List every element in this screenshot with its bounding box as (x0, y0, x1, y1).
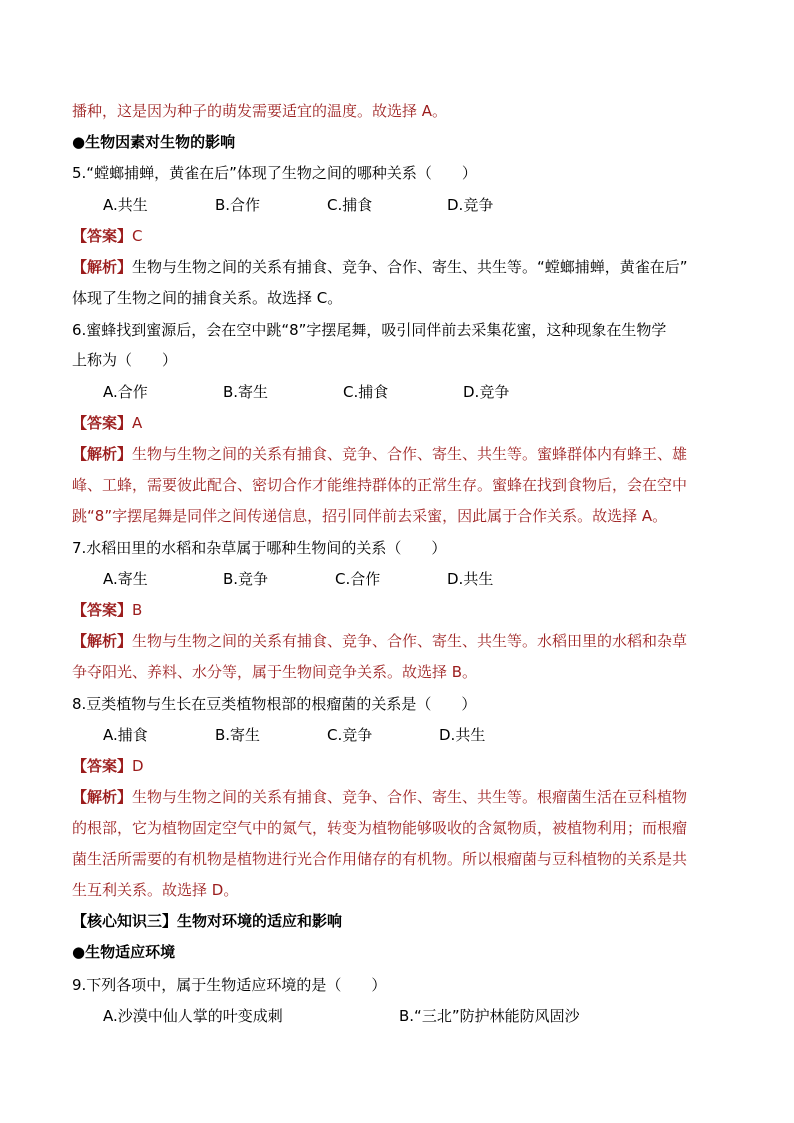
option-b: B.“三北”防护林能防风固沙 (399, 1007, 580, 1025)
question-5-answer (72, 226, 727, 246)
analysis-label: 【解析】 (72, 788, 133, 806)
answer-value: C (132, 227, 143, 245)
answer-value: A (132, 414, 143, 432)
question-7-analysis-line-1 (72, 631, 727, 651)
analysis-label: 【解析】 (72, 632, 133, 650)
option-d: D.共生 (439, 726, 486, 744)
option-c: C.竞争 (327, 726, 373, 744)
question-6-analysis-line-2: 峰、工蜂，需要彼此配合、密切合作才能维持群体的正常生存。蜜蜂在找到食物后，会在空中 (72, 476, 688, 494)
question-5-analysis-line-1 (72, 257, 727, 277)
option-b: B.寄生 (215, 726, 261, 744)
option-c: C.捕食 (343, 383, 389, 401)
option-b: B.竞争 (223, 570, 269, 588)
analysis-label: 【解析】 (72, 445, 133, 463)
section-heading-adaptation: ●生物适应环境 (72, 943, 176, 961)
analysis-text: 生物与生物之间的关系有捕食、竞争、合作、寄生、共生等。“螳螂捕蝉，黄雀在后” (132, 258, 688, 276)
analysis-label: 【解析】 (72, 258, 133, 276)
option-b: B.合作 (215, 196, 261, 214)
question-6-stem-line-1: 6.蜜蜂找到蜜源后，会在空中跳“8”字摆尾舞，吸引同伴前去采集花蜜，这种现象在生物学 (72, 321, 667, 339)
question-8-analysis-line-4: 生互利关系。故选择 D。 (72, 881, 239, 899)
question-6-answer (72, 413, 727, 433)
question-8-stem: 8.豆类植物与生长在豆类植物根部的根瘤菌的关系是（ ） (72, 695, 477, 713)
option-c: C.捕食 (327, 196, 373, 214)
question-7-analysis-line-2: 争夺阳光、养料、水分等，属于生物间竞争关系。故选择 B。 (72, 663, 478, 681)
core-knowledge-3-heading: 【核心知识三】生物对环境的适应和影响 (72, 912, 343, 930)
option-b: B.寄生 (223, 383, 269, 401)
option-c: C.合作 (335, 570, 381, 588)
question-8-analysis-line-2: 的根部，它为植物固定空气中的氮气，转变为植物能够吸收的含氮物质，被植物利用；而根瘤 (72, 819, 688, 837)
section-heading-biotic-factors: ●生物因素对生物的影响 (72, 133, 236, 151)
question-7-stem: 7.水稻田里的水稻和杂草属于哪种生物间的关系（ ） (72, 539, 447, 557)
analysis-continuation: 播种，这是因为种子的萌发需要适宜的温度。故选择 A。 (72, 102, 448, 120)
question-6-analysis-line-1 (72, 444, 727, 464)
option-d: D.竞争 (463, 383, 510, 401)
option-a: A.沙漠中仙人掌的叶变成刺 (103, 1007, 283, 1025)
option-d: D.竞争 (447, 196, 494, 214)
answer-label: 【答案】 (72, 227, 133, 245)
analysis-text: 生物与生物之间的关系有捕食、竞争、合作、寄生、共生等。蜜蜂群体内有蜂王、雄 (132, 445, 688, 463)
question-6-analysis-line-3: 跳“8”字摆尾舞是同伴之间传递信息，招引同伴前去采蜜，因此属于合作关系。故选择 A。 (72, 507, 668, 525)
question-8-answer (72, 756, 727, 776)
answer-value: B (132, 601, 143, 619)
analysis-text: 生物与生物之间的关系有捕食、竞争、合作、寄生、共生等。根瘤菌生活在豆科植物 (132, 788, 688, 806)
option-a: A.捕食 (103, 726, 148, 744)
question-8-analysis-line-1 (72, 787, 727, 807)
answer-value: D (132, 757, 144, 775)
option-a: A.共生 (103, 196, 148, 214)
question-9-stem: 9.下列各项中，属于生物适应环境的是（ ） (72, 976, 387, 994)
question-7-answer (72, 600, 727, 620)
option-a: A.寄生 (103, 570, 148, 588)
question-5-analysis-line-2: 体现了生物之间的捕食关系。故选择 C。 (72, 289, 343, 307)
question-8-analysis-line-3: 菌生活所需要的有机物是植物进行光合作用储存的有机物。所以根瘤菌与豆科植物的关系是共 (72, 850, 688, 868)
question-5-stem: 5.“螳螂捕蝉，黄雀在后”体现了生物之间的哪种关系（ ） (72, 164, 477, 182)
answer-label: 【答案】 (72, 414, 133, 432)
analysis-text: 生物与生物之间的关系有捕食、竞争、合作、寄生、共生等。水稻田里的水稻和杂草 (132, 632, 688, 650)
option-d: D.共生 (447, 570, 494, 588)
question-6-stem-line-2: 上称为（ ） (72, 351, 178, 369)
answer-label: 【答案】 (72, 601, 133, 619)
answer-label: 【答案】 (72, 757, 133, 775)
option-a: A.合作 (103, 383, 148, 401)
